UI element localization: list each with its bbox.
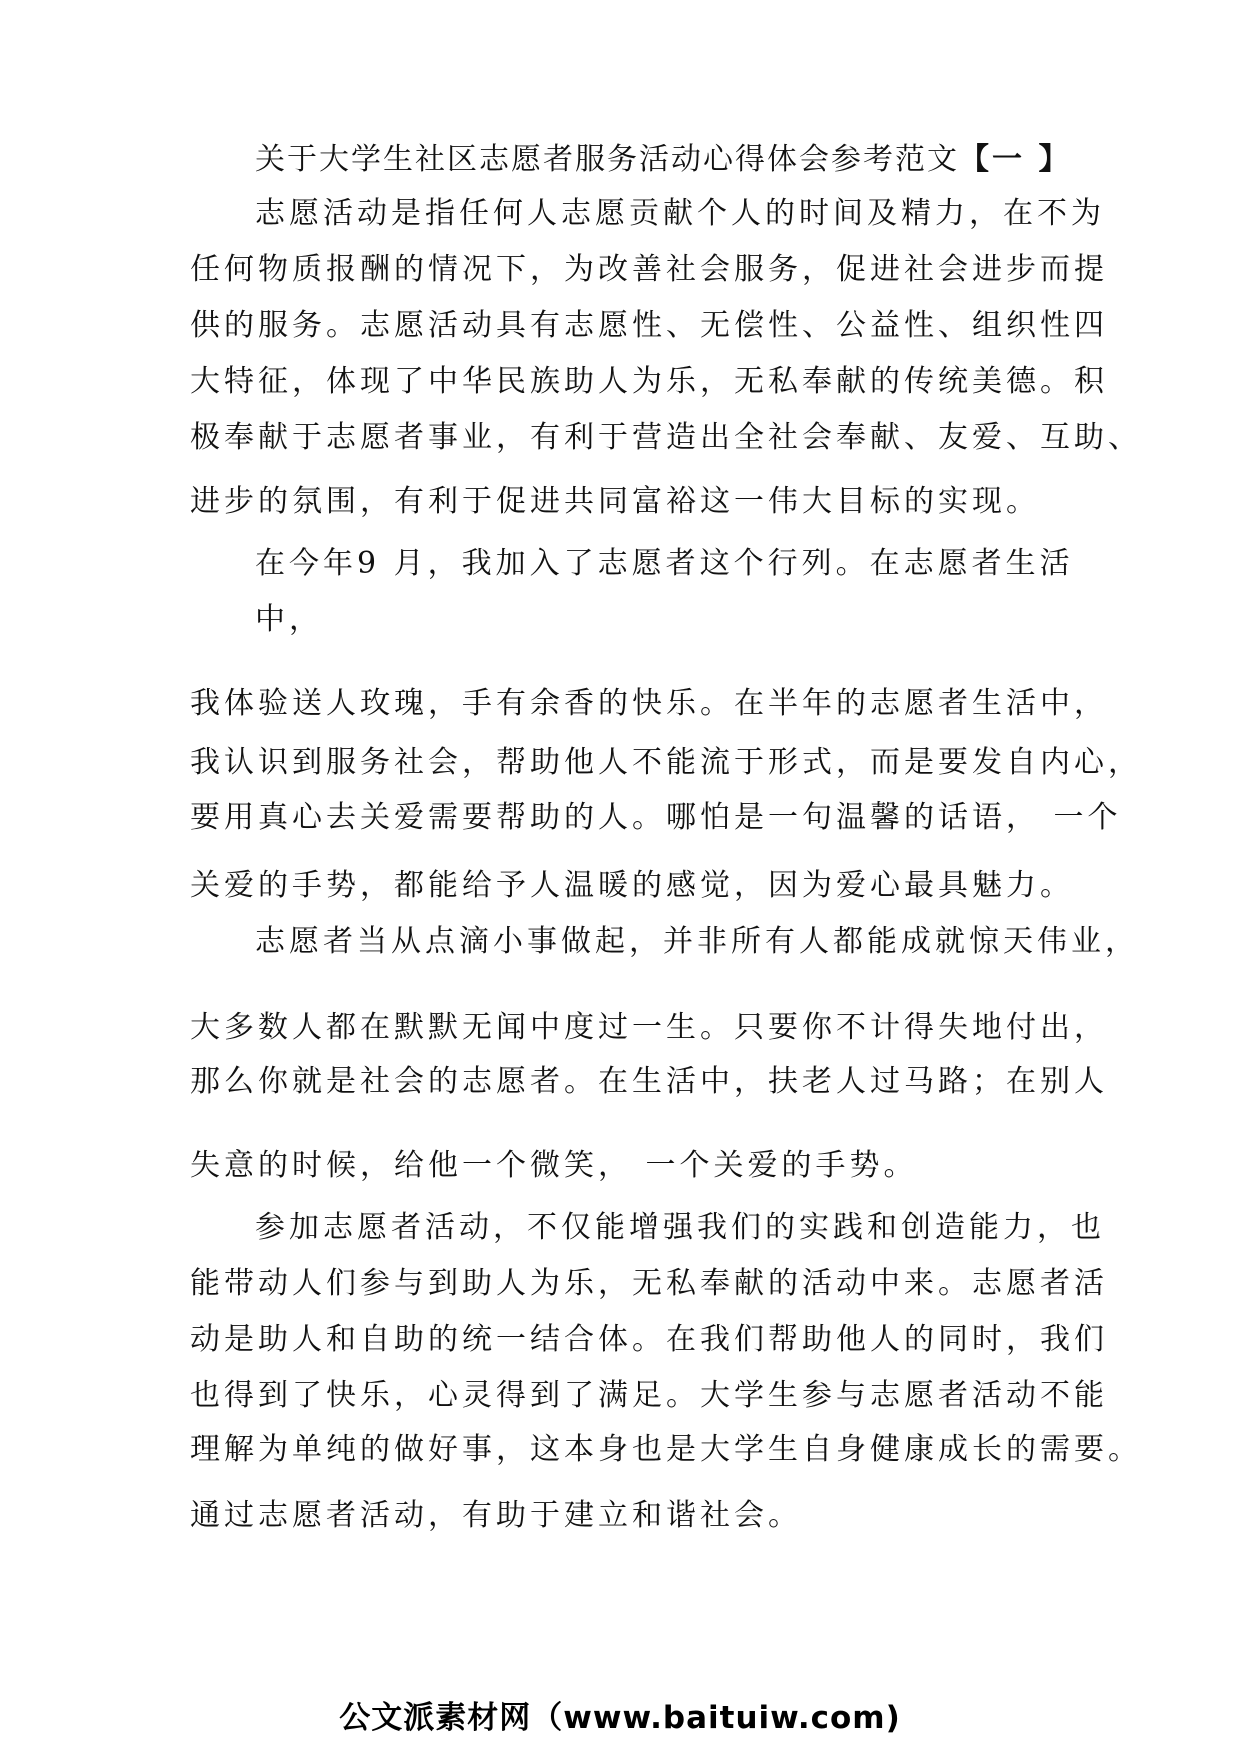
body-line: 参加志愿者活动，不仅能增强我们的实践和创造能力，也 [255, 1210, 1105, 1245]
body-line: 能带动人们参与到助人为乐，无私奉献的活动中来。志愿者活 [190, 1266, 1108, 1301]
body-line: 志愿者当从点滴小事做起，并非所有人都能成就惊天伟业， [255, 924, 1139, 959]
body-line: 理解为单纯的做好事，这本身也是大学生自身健康成长的需要。 [190, 1432, 1142, 1467]
body-line: 失意的时候，给他一个微笑， 一个关爱的手势。 [190, 1148, 918, 1183]
body-line: 大特征，体现了中华民族助人为乐，无私奉献的传统美德。积 [190, 364, 1108, 399]
body-line: 动是助人和自助的统一结合体。在我们帮助他人的同时，我们 [190, 1322, 1108, 1357]
body-line: 通过志愿者活动，有助于建立和谐社会。 [190, 1498, 802, 1533]
body-line: 那么你就是社会的志愿者。在生活中，扶老人过马路；在别人 [190, 1064, 1108, 1099]
body-line: 任何物质报酬的情况下，为改善社会服务，促进社会进步而提 [190, 252, 1108, 287]
body-line: 中， [255, 602, 323, 637]
footer-watermark-text: 公文派素材网（www.baituiw.com) [339, 1700, 901, 1736]
body-line: 也得到了快乐，心灵得到了满足。大学生参与志愿者活动不能 [190, 1378, 1108, 1413]
body-line: 大多数人都在默默无闻中度过一生。只要你不计得失地付出， [190, 1010, 1108, 1045]
body-line: 我体验送人玫瑰，手有余香的快乐。在半年的志愿者生活中， [190, 686, 1108, 721]
body-line: 进步的氛围，有利于促进共同富裕这一伟大目标的实现。 [190, 484, 1040, 519]
body-line: 要用真心去关爱需要帮助的人。哪怕是一句温馨的话语， 一个 [190, 800, 1122, 835]
body-line: 我认识到服务社会，帮助他人不能流于形式，而是要发自内心， [190, 745, 1142, 780]
body-line: 极奉献于志愿者事业，有利于营造出全社会奉献、友爱、互助、 [190, 420, 1142, 455]
body-line: 志愿活动是指任何人志愿贡献个人的时间及精力，在不为 [255, 196, 1105, 231]
document-title [255, 142, 1071, 178]
title-bracket: 【一 】 [959, 142, 1072, 177]
body-line: 关爱的手势，都能给予人温暖的感觉，因为爱心最具魅力。 [190, 868, 1074, 903]
body-line: 在今年9 月，我加入了志愿者这个行列。在志愿者生活 [255, 546, 1074, 581]
title-main: 关于大学生社区志愿者服务活动心得体会参考范文 [255, 142, 959, 177]
body-line: 供的服务。志愿活动具有志愿性、无偿性、公益性、组织性四 [190, 308, 1108, 343]
